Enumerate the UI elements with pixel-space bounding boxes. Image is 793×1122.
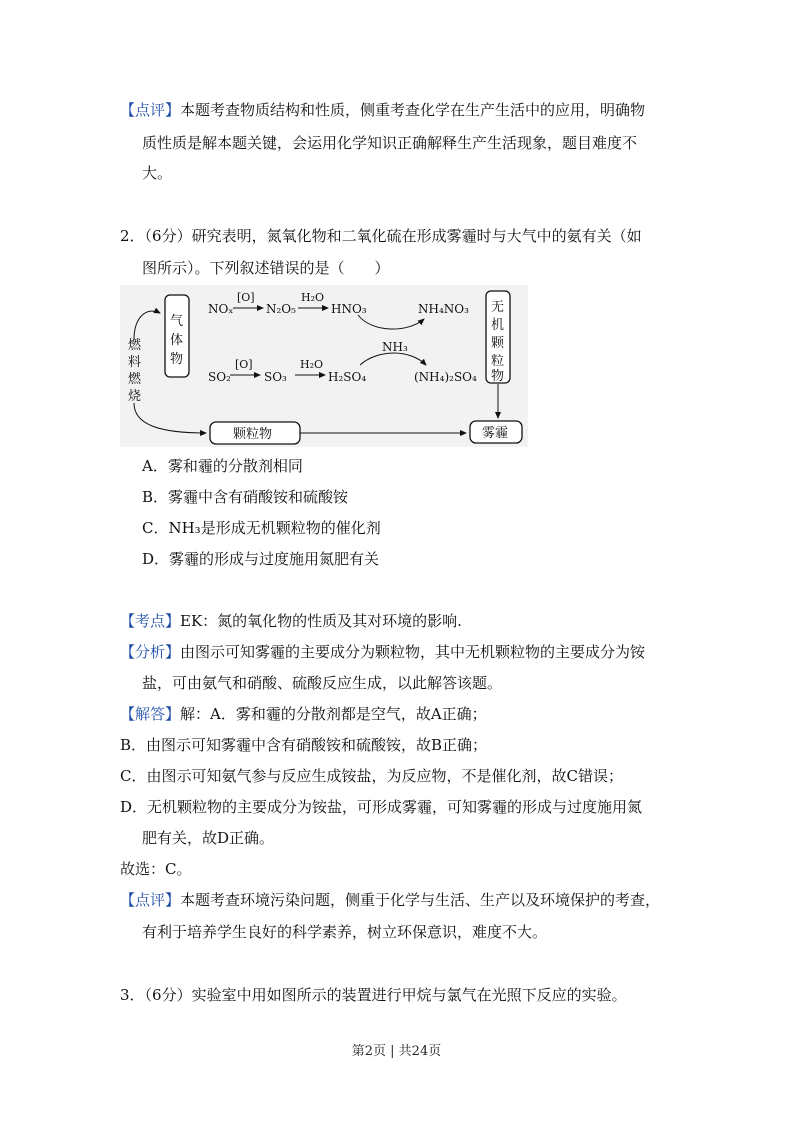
inorganic-label-c2: 机 xyxy=(491,318,505,333)
jieda-line1: 【解答】解：A．雾和霾的分散剂都是空气，故A正确； xyxy=(120,705,487,723)
review1-line3: 大。 xyxy=(142,164,173,182)
review-tag: 【点评】 xyxy=(120,101,181,119)
inorganic-label-c3: 颗 xyxy=(491,336,505,351)
question3-stem-line1: 3．（6分）实验室中用如图所示的装置进行甲烷与氯气在光照下反应的实验。 xyxy=(120,986,627,1004)
jieda-line2: B．由图示可知雾霾中含有硝酸铵和硫酸铵，故B正确； xyxy=(120,736,488,754)
question2-stem-line2: 图所示）。下列叙述错误的是（ ） xyxy=(142,259,390,277)
formula-hno3: HNO₃ xyxy=(331,302,367,316)
formula-nox: NOₓ xyxy=(208,302,234,316)
kaodian-line: 【考点】EK：氮的氧化物的性质及其对环境的影响. xyxy=(120,612,462,630)
review1-line2: 质性质是解本题关键，会运用化学知识正确解释生产生活现象，题目难度不 xyxy=(142,134,638,152)
fenxi-line2: 盐，可由氨气和硝酸、硫酸反应生成，以此解答该题。 xyxy=(142,674,503,692)
review1-line1: 【点评】本题考查物质结构和性质，侧重考查化学在生产生活中的应用，明确物 xyxy=(120,101,646,119)
review2-line2: 有利于培养学生良好的科学素养，树立环保意识，难度不大。 xyxy=(142,923,548,941)
jieda-line5: 肥有关，故D正确。 xyxy=(142,829,275,847)
formula-so3: SO₃ xyxy=(264,370,287,384)
haze-formation-diagram xyxy=(120,285,528,447)
kaodian-tag: 【考点】 xyxy=(120,612,181,630)
gas-label-c3: 物 xyxy=(170,352,184,367)
label-h2o-bottom: H₂O xyxy=(300,358,324,371)
label-o-bottom: [O] xyxy=(235,358,253,371)
fuel-label-c2: 料 xyxy=(128,355,142,370)
inorganic-label-c1: 无 xyxy=(491,300,505,315)
page-footer: 第2页 | 共24页 xyxy=(351,1044,442,1059)
inorganic-label-c5: 物 xyxy=(491,369,505,384)
jieda-tag: 【解答】 xyxy=(120,705,181,723)
label-h2o-top: H₂O xyxy=(301,291,325,304)
fuel-label-c3: 燃 xyxy=(128,372,142,387)
haze-label: 雾霾 xyxy=(482,426,509,441)
option-a: A．雾和霾的分散剂相同 xyxy=(142,457,303,475)
gas-label-c1: 气 xyxy=(170,314,184,329)
review2-line1: 【点评】本题考查环境污染问题，侧重于化学与生活、生产以及环境保护的考查， xyxy=(120,891,661,909)
jieda-line4: D．无机颗粒物的主要成分为铵盐，可形成雾霾，可知雾霾的形成与过度施用氮 xyxy=(120,798,643,816)
formula-so2: SO₂ xyxy=(208,370,231,384)
formula-nh4no3: NH₄NO₃ xyxy=(418,302,469,316)
gas-label-c2: 体 xyxy=(170,333,184,348)
formula-h2so4: H₂SO₄ xyxy=(328,370,367,384)
jieda-line3: C．由图示可知氨气参与反应生成铵盐，为反应物，不是催化剂，故C错误； xyxy=(120,767,623,785)
fenxi-line1: 【分析】由图示可知雾霾的主要成分为颗粒物，其中无机颗粒物的主要成分为铵 xyxy=(120,643,646,661)
fuel-label-c1: 燃 xyxy=(128,338,142,353)
option-d: D．雾霾的形成与过度施用氮肥有关 xyxy=(142,550,380,568)
formula-nh42so4: (NH₄)₂SO₄ xyxy=(414,370,477,384)
inorganic-label-c4: 粒 xyxy=(491,354,505,369)
jieda-line6: 故选：C。 xyxy=(120,860,192,878)
particle-label: 颗粒物 xyxy=(233,427,273,442)
fenxi-tag: 【分析】 xyxy=(120,643,181,661)
option-b: B．雾霾中含有硝酸铵和硫酸铵 xyxy=(142,488,349,506)
label-nh3: NH₃ xyxy=(382,340,408,354)
label-o-top: [O] xyxy=(237,291,255,304)
question2-stem-line1: 2．（6分）研究表明，氮氧化物和二氧化硫在形成雾霾时与大气中的氨有关（如 xyxy=(120,227,642,245)
review2-tag: 【点评】 xyxy=(120,891,181,909)
option-c: C．NH₃是形成无机颗粒物的催化剂 xyxy=(142,519,381,537)
fuel-label-c4: 烧 xyxy=(128,389,142,404)
formula-n2o5: N₂O₅ xyxy=(266,302,296,316)
